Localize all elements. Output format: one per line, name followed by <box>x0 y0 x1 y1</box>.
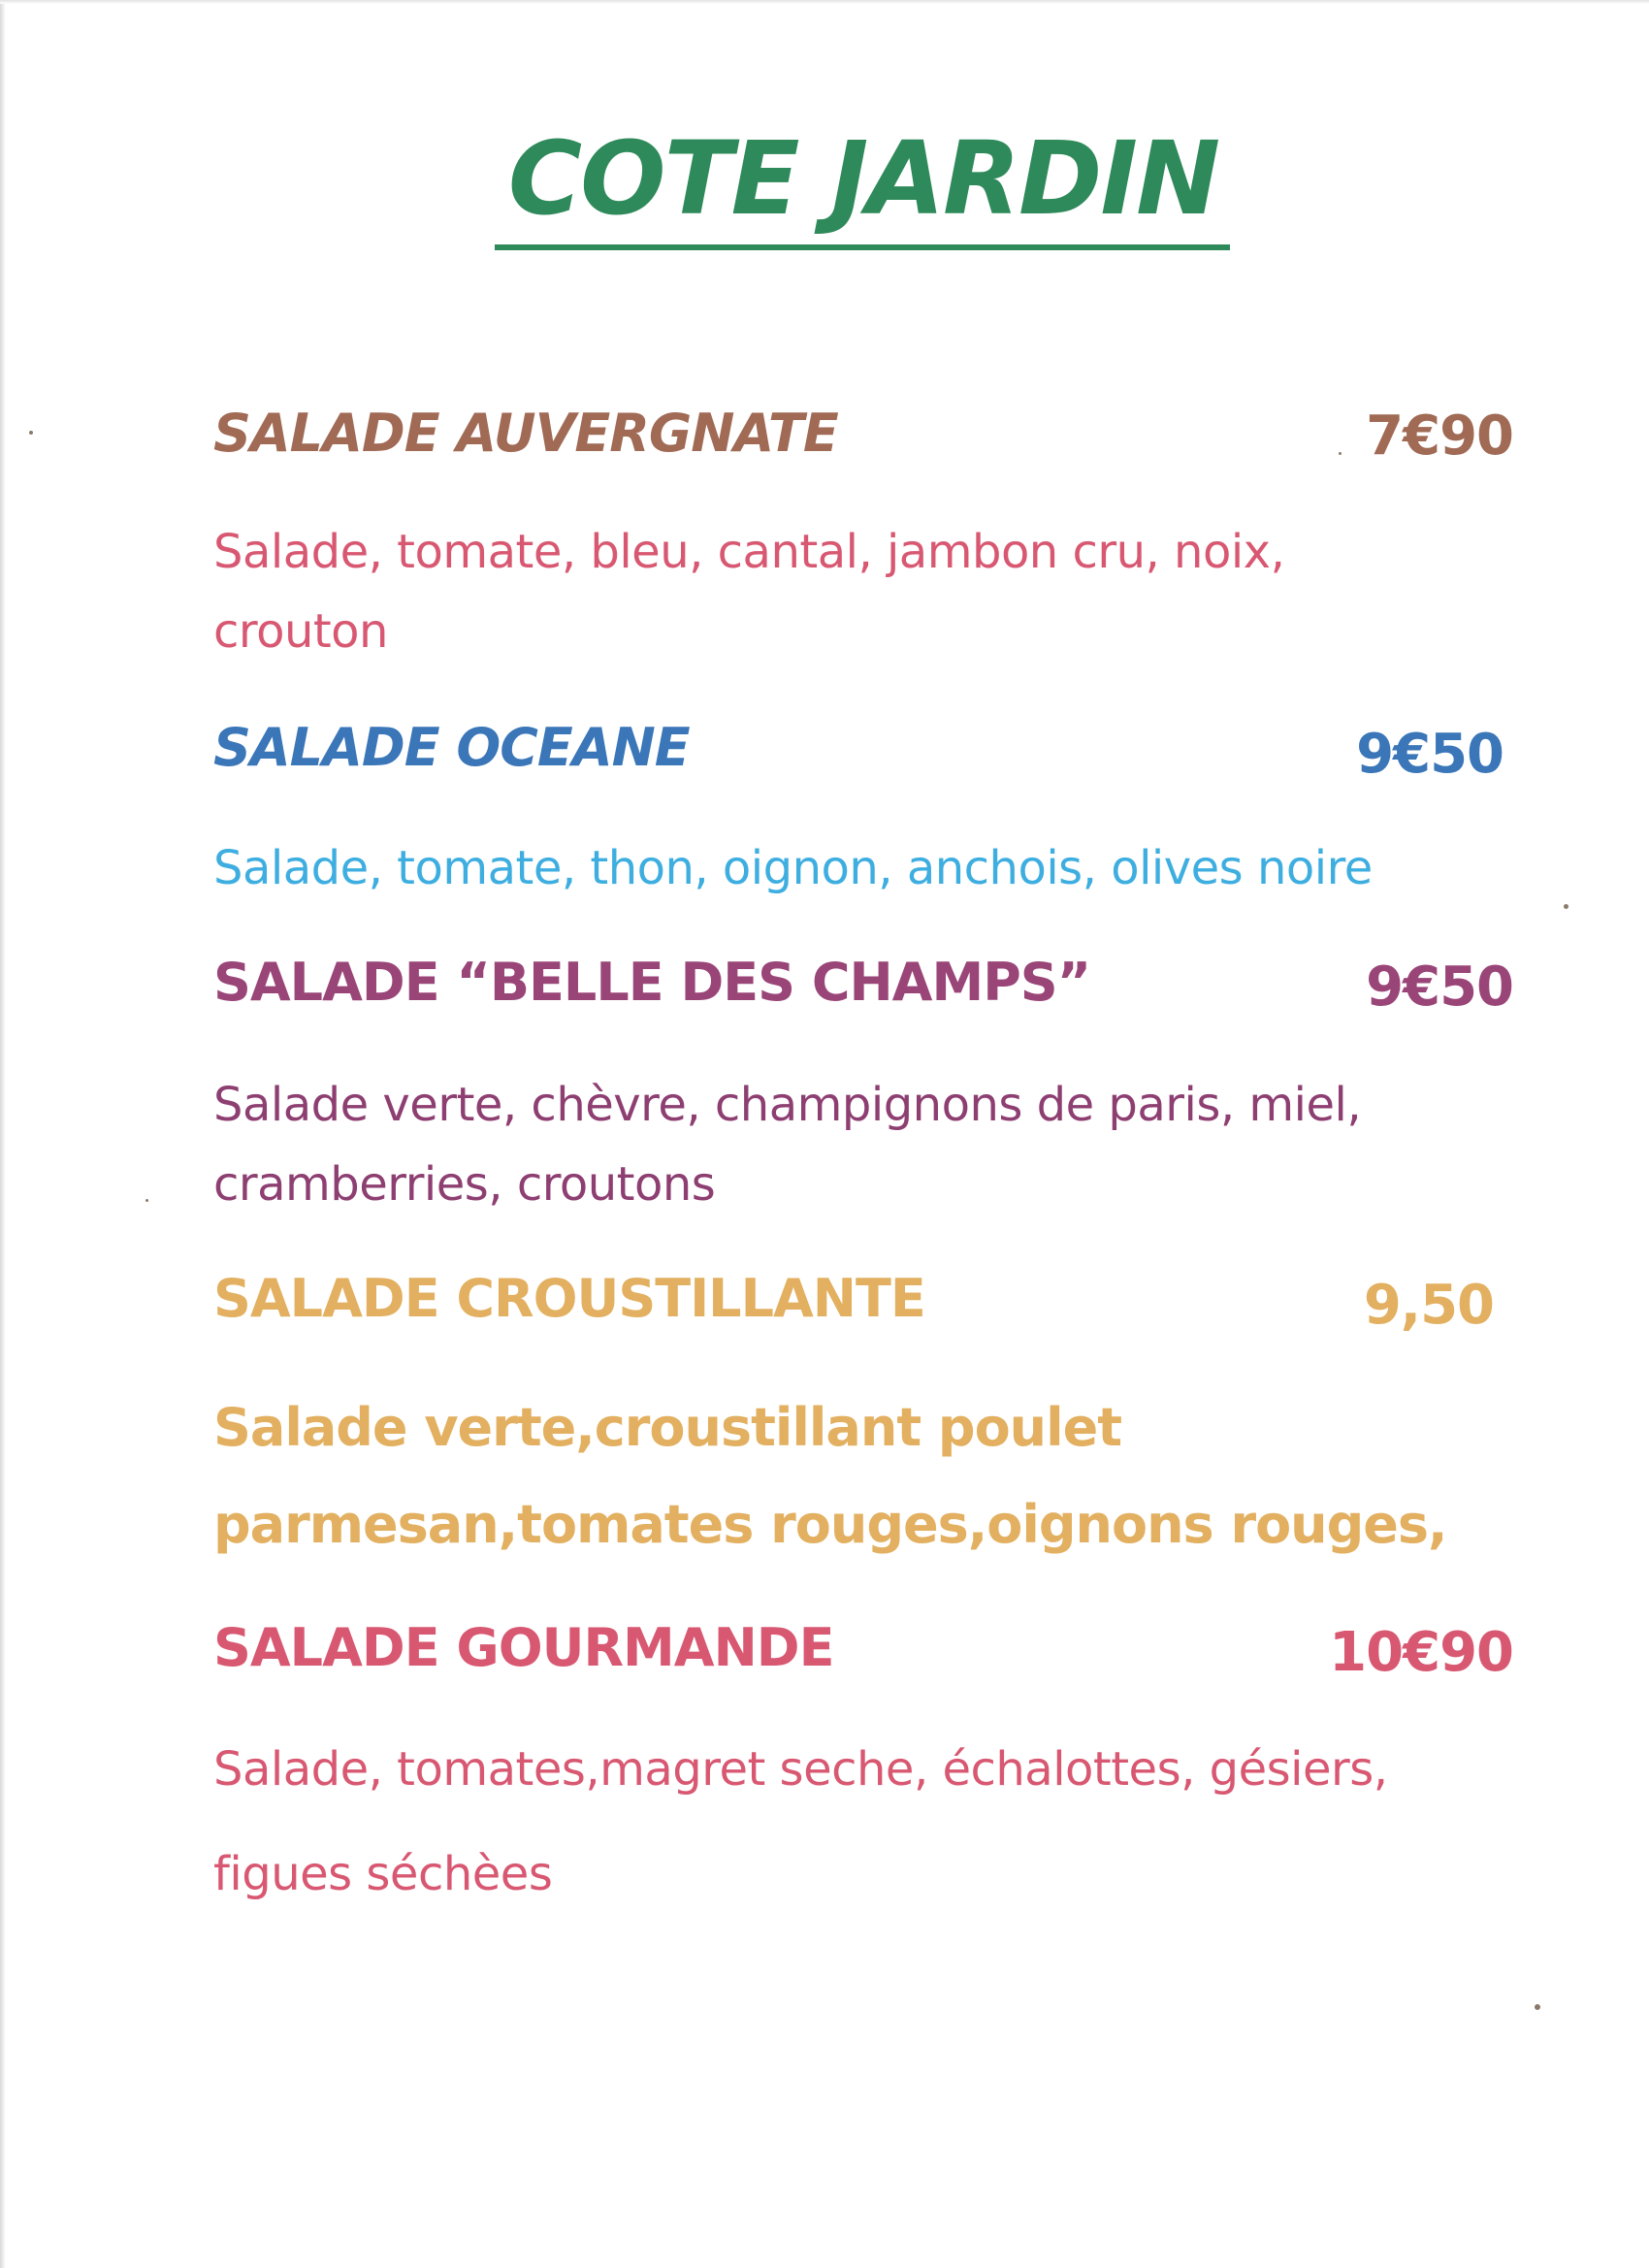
item-description-croustillante: Salade verte,croustillant poulet parmesan,tomates rouges,oignons rouges, <box>213 1397 1447 1555</box>
scan-speck <box>1339 452 1342 455</box>
item-price-gourmande: 10€90 <box>1329 1621 1513 1684</box>
scan-speck <box>1535 2004 1540 2010</box>
item-description-belle-des-champs: Salade verte, chèvre, champignons de paris, miel, cramberries, croutons <box>213 1078 1362 1212</box>
item-price-auvergnate: 7€90 <box>1366 405 1513 468</box>
title-underline <box>495 244 1230 250</box>
item-price-oceane: 9€50 <box>1356 723 1504 786</box>
item-description-oceane: Salade, tomate, thon, oignon, anchois, olives noire <box>213 841 1373 895</box>
item-name-gourmande: SALADE GOURMANDE <box>213 1617 834 1678</box>
menu-title: COTE JARDIN <box>507 119 1219 238</box>
item-name-belle-des-champs: SALADE “BELLE DES CHAMPS” <box>213 952 1091 1013</box>
item-name-oceane: SALADE OCEANE <box>213 717 690 778</box>
scan-speck <box>146 1199 148 1202</box>
scan-speck <box>29 431 33 435</box>
item-description-auvergnate: Salade, tomate, bleu, cantal, jambon cru, noix, crouton <box>213 525 1285 659</box>
item-price-belle-des-champs: 9€50 <box>1366 956 1513 1019</box>
item-name-auvergnate: SALADE AUVERGNATE <box>213 403 838 464</box>
item-name-croustillante: SALADE CROUSTILLANTE <box>213 1268 925 1329</box>
scan-speck <box>1564 904 1568 909</box>
item-description-gourmande: Salade, tomates,magret seche, échalottes, gésiers, figues séchèes <box>213 1742 1388 1901</box>
scan-edge-top <box>0 0 1649 4</box>
scan-edge-left <box>0 0 6 2268</box>
item-price-croustillante: 9,50 <box>1363 1274 1494 1337</box>
